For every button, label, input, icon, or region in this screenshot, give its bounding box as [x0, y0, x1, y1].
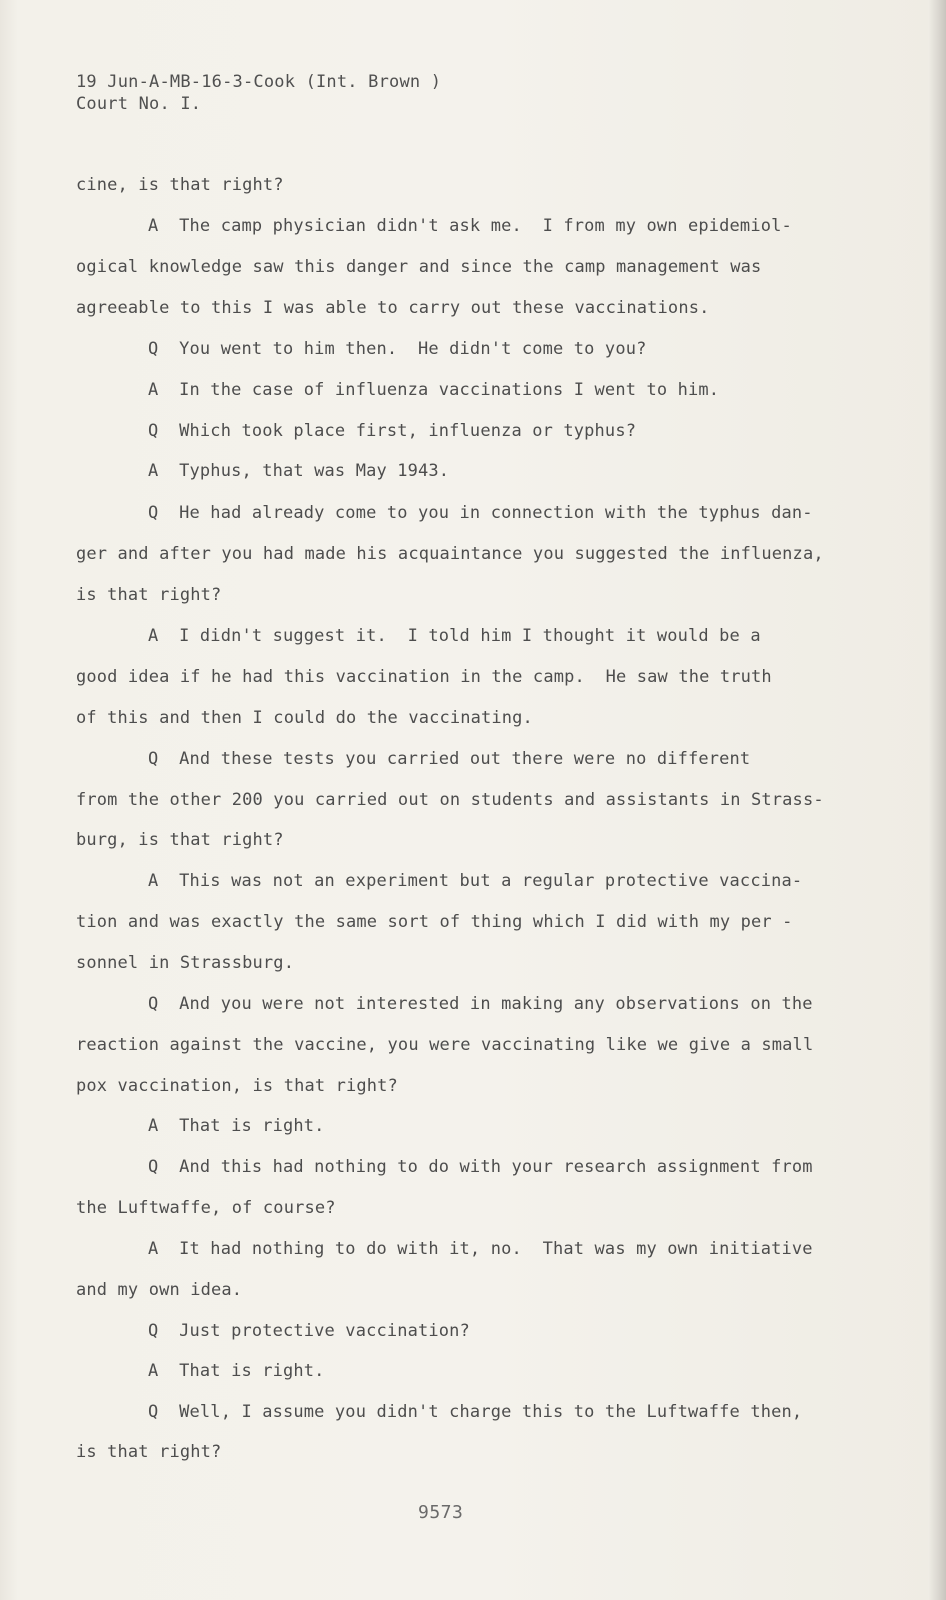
transcript-line: A This was not an experiment but a regular protective vaccina-	[148, 871, 803, 891]
page-number: 9573	[418, 1502, 464, 1523]
transcript-line: and my own idea.	[76, 1280, 243, 1300]
transcript-line: tion and was exactly the same sort of thing which I did with my per -	[76, 912, 793, 932]
transcript-line: the Luftwaffe, of course?	[76, 1198, 336, 1218]
transcript-line: cine, is that right?	[76, 175, 284, 195]
transcript-line: of this and then I could do the vaccinating.	[76, 708, 533, 728]
transcript-line: is that right?	[76, 585, 222, 605]
transcript-line: Q And you were not interested in making any observations on the	[148, 994, 813, 1014]
transcript-line: Q You went to him then. He didn't come to you?	[148, 339, 647, 359]
transcript-line: Q He had already come to you in connection with the typhus dan-	[148, 503, 813, 523]
header-court-number: Court No. I.	[76, 94, 202, 114]
transcript-line: A I didn't suggest it. I told him I thought it would be a	[148, 626, 761, 646]
transcript-line: sonnel in Strassburg.	[76, 953, 295, 973]
transcript-line: ogical knowledge saw this danger and since the camp management was	[76, 257, 762, 277]
header-case-reference: 19 Jun-A-MB-16-3-Cook (Int. Brown )	[76, 72, 442, 92]
transcript-line: A The camp physician didn't ask me. I from my own epidemiol-	[148, 216, 792, 236]
transcript-line: burg, is that right?	[76, 830, 284, 850]
transcript-line: A In the case of influenza vaccinations I went to him.	[148, 380, 720, 400]
transcript-line: A It had nothing to do with it, no. That was my own initiative	[148, 1239, 813, 1259]
transcript-line: reaction against the vaccine, you were vaccinating like we give a small	[76, 1035, 814, 1055]
transcript-line: Q And this had nothing to do with your research assignment from	[148, 1157, 813, 1177]
transcript-line: Q Which took place first, influenza or typhus?	[148, 421, 637, 441]
transcript-line: pox vaccination, is that right?	[76, 1076, 398, 1096]
transcript-line: A That is right.	[148, 1116, 325, 1136]
transcript-line: Q And these tests you carried out there were no different	[148, 749, 751, 769]
transcript-line: is that right?	[76, 1442, 222, 1462]
transcript-line: good idea if he had this vaccination in the camp. He saw the truth	[76, 667, 772, 687]
transcript-line: A That is right.	[148, 1361, 325, 1381]
transcript-line: ger and after you had made his acquaintance you suggested the influenza,	[76, 544, 824, 564]
transcript-line: Q Just protective vaccination?	[148, 1321, 470, 1341]
transcript-line: agreeable to this I was able to carry out these vaccinations.	[76, 298, 710, 318]
transcript-line: A Typhus, that was May 1943.	[148, 461, 450, 481]
transcript-line: from the other 200 you carried out on students and assistants in Strass-	[76, 790, 824, 810]
transcript-line: Q Well, I assume you didn't charge this to the Luftwaffe then,	[148, 1402, 803, 1422]
